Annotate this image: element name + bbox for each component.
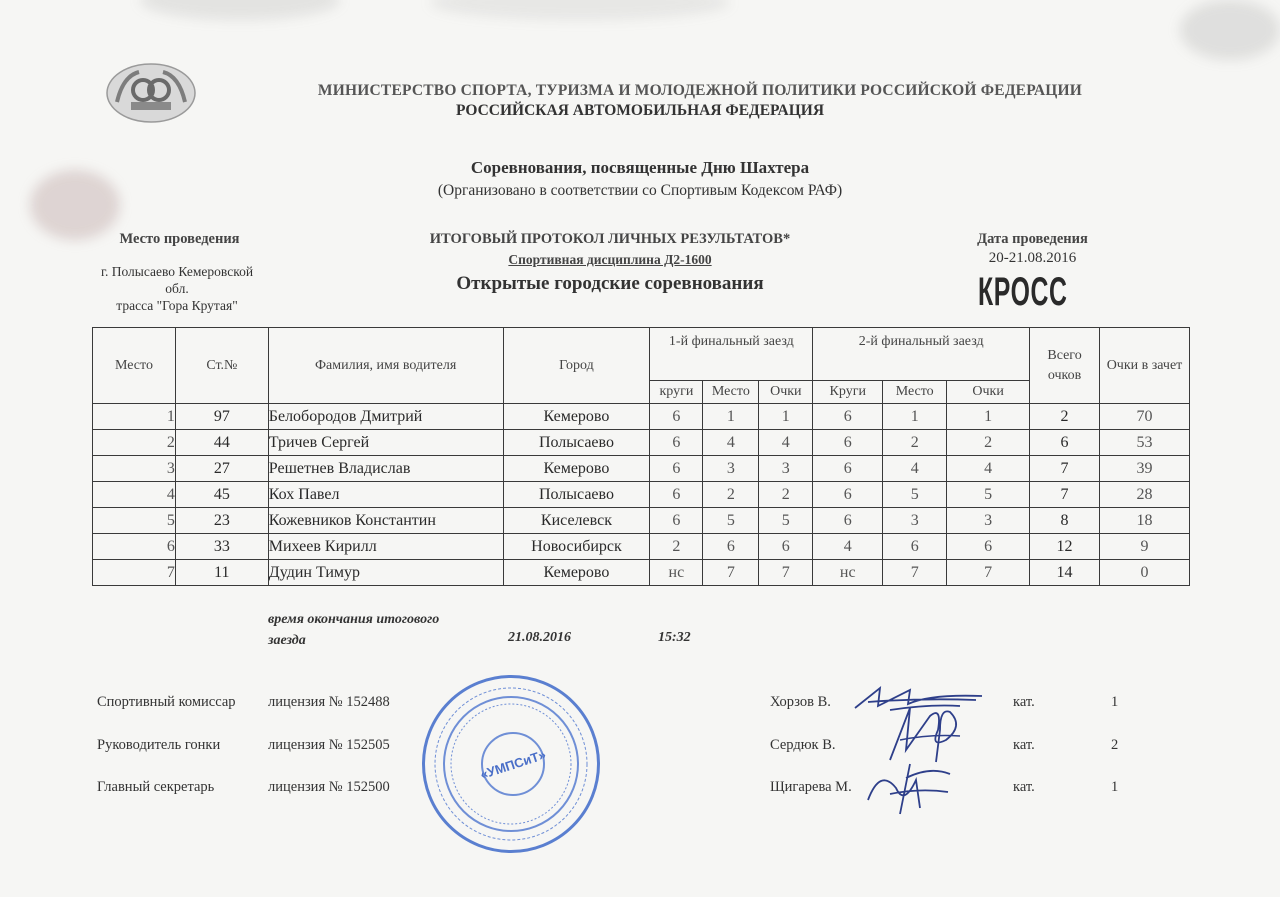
- finish-label: [268, 609, 439, 651]
- cell-credit: 9: [1100, 534, 1190, 560]
- cell-p2: 5: [883, 482, 947, 508]
- table-row: [93, 508, 1190, 534]
- cell-o2: 6: [947, 534, 1030, 560]
- cell-l2: 6: [813, 456, 883, 482]
- cell-o2: 4: [947, 456, 1030, 482]
- col-credit: Очки в зачет: [1100, 328, 1190, 404]
- cell-o1: 6: [759, 534, 813, 560]
- cell-l2: 4: [813, 534, 883, 560]
- cell-o1: 5: [759, 508, 813, 534]
- col-start-no: Ст.№: [175, 328, 268, 404]
- cell-start: 33: [175, 534, 268, 560]
- cell-o2: 1: [947, 404, 1030, 430]
- cell-name: Тричев Сергей: [268, 430, 503, 456]
- cell-city: Полысаево: [503, 482, 650, 508]
- cell-city: Новосибирск: [503, 534, 650, 560]
- organized-note: (Организовано в соответствии со Спортивым Кодексом РАФ): [437, 182, 843, 199]
- venue-line3: трасса "Гора Крутая": [116, 298, 238, 313]
- cell-o2: 3: [947, 508, 1030, 534]
- table-row: [93, 482, 1190, 508]
- cell-o1: 1: [759, 404, 813, 430]
- cell-place: 2: [93, 430, 176, 456]
- cell-city: Киселевск: [503, 508, 650, 534]
- discipline-label: Спортивная дисциплина Д2-1600: [508, 252, 712, 267]
- venue-line1: г. Полысаево Кемеровской: [100, 264, 254, 279]
- cell-start: 23: [175, 508, 268, 534]
- table-row: [93, 560, 1190, 586]
- cell-o2: 2: [947, 430, 1030, 456]
- cell-place: 5: [93, 508, 176, 534]
- cell-l1: 6: [650, 508, 703, 534]
- col-points2: Очки: [947, 381, 1030, 404]
- finish-date: 21.08.2016: [508, 630, 571, 645]
- handwritten-kross: КРОСС: [978, 270, 1068, 314]
- official-name: Щигарева М.: [770, 779, 852, 795]
- cell-p1: 4: [703, 430, 759, 456]
- cell-start: 97: [175, 404, 268, 430]
- finish-label-line1: время окончания итогового: [268, 612, 440, 627]
- cell-o1: 4: [759, 430, 813, 456]
- cell-credit: 0: [1100, 560, 1190, 586]
- official-role: Главный секретарь: [97, 779, 215, 795]
- cell-l2: 6: [813, 404, 883, 430]
- cell-l1: 6: [650, 456, 703, 482]
- cell-credit: 53: [1100, 430, 1190, 456]
- cell-place: 3: [93, 456, 176, 482]
- cell-total: 7: [1030, 456, 1100, 482]
- cell-name: Решетнев Владислав: [268, 456, 503, 482]
- scan-smudge: [30, 170, 120, 240]
- cell-credit: 28: [1100, 482, 1190, 508]
- results-body: [93, 404, 1190, 586]
- cell-credit: 18: [1100, 508, 1190, 534]
- cell-total: 2: [1030, 404, 1100, 430]
- signature-shchigareva-icon: [860, 758, 960, 818]
- official-license: лицензия № 152488: [268, 694, 390, 710]
- cell-o1: 7: [759, 560, 813, 586]
- cell-start: 11: [175, 560, 268, 586]
- official-cat-label: кат.: [1013, 737, 1035, 753]
- results-table: [92, 327, 1190, 586]
- cell-name: Кожевников Константин: [268, 508, 503, 534]
- cell-p2: 2: [883, 430, 947, 456]
- cell-name: Белобородов Дмитрий: [268, 404, 503, 430]
- col-city: Город: [503, 328, 650, 404]
- official-stamp: [422, 675, 600, 853]
- col-laps1: круги: [650, 381, 703, 404]
- official-cat-label: кат.: [1013, 694, 1035, 710]
- cell-p1: 6: [703, 534, 759, 560]
- col-laps2: Круги: [813, 381, 883, 404]
- cell-place: 4: [93, 482, 176, 508]
- venue-label: Место проведения: [119, 231, 240, 247]
- cell-p1: 1: [703, 404, 759, 430]
- cell-l2: нс: [813, 560, 883, 586]
- cell-city: Полысаево: [503, 430, 650, 456]
- official-role: Спортивный комиссар: [97, 694, 236, 710]
- cell-place: 6: [93, 534, 176, 560]
- date-label: Дата проведения: [977, 231, 1088, 247]
- cell-l1: 6: [650, 430, 703, 456]
- ministry-header: МИНИСТЕРСТВО СПОРТА, ТУРИЗМА И МОЛОДЕЖНОЙ ПОЛИТИКИ РОССИЙСКОЙ ФЕДЕРАЦИИ: [317, 82, 1083, 99]
- date-value: 20-21.08.2016: [988, 250, 1077, 266]
- official-name: Сердюк В.: [770, 737, 836, 753]
- cell-p2: 4: [883, 456, 947, 482]
- cell-p1: 3: [703, 456, 759, 482]
- cell-o1: 3: [759, 456, 813, 482]
- official-cat: 1: [1111, 779, 1119, 795]
- col-final1: 1-й финальный заезд: [650, 328, 813, 381]
- raf-logo-icon: [105, 62, 197, 124]
- cell-total: 14: [1030, 560, 1100, 586]
- cell-o2: 5: [947, 482, 1030, 508]
- cell-name: Михеев Кирилл: [268, 534, 503, 560]
- official-role: Руководитель гонки: [97, 737, 221, 753]
- cell-name: Дудин Тимур: [268, 560, 503, 586]
- cell-total: 12: [1030, 534, 1100, 560]
- official-name: Хорзов В.: [770, 694, 831, 710]
- cell-l2: 6: [813, 482, 883, 508]
- protocol-title: ИТОГОВЫЙ ПРОТОКОЛ ЛИЧНЫХ РЕЗУЛЬТАТОВ*: [429, 231, 791, 247]
- official-cat: 1: [1111, 694, 1119, 710]
- cell-city: Кемерово: [503, 560, 650, 586]
- cell-start: 45: [175, 482, 268, 508]
- federation-header: РОССИЙСКАЯ АВТОМОБИЛЬНАЯ ФЕДЕРАЦИЯ: [455, 102, 825, 119]
- cell-l1: 6: [650, 482, 703, 508]
- cell-l1: нс: [650, 560, 703, 586]
- table-row: [93, 430, 1190, 456]
- cell-p2: 3: [883, 508, 947, 534]
- table-row: [93, 404, 1190, 430]
- cell-o1: 2: [759, 482, 813, 508]
- cell-p2: 6: [883, 534, 947, 560]
- scan-smudge: [1180, 0, 1280, 60]
- col-points1: Очки: [759, 381, 813, 404]
- col-place1: Место: [703, 381, 759, 404]
- cell-place: 1: [93, 404, 176, 430]
- cell-start: 44: [175, 430, 268, 456]
- cell-credit: 70: [1100, 404, 1190, 430]
- event-name: Открытые городские соревнования: [456, 273, 764, 294]
- cell-p1: 7: [703, 560, 759, 586]
- cell-total: 7: [1030, 482, 1100, 508]
- scan-smudge: [430, 0, 730, 20]
- col-final2: 2-й финальный заезд: [813, 328, 1030, 381]
- finish-time: 15:32: [658, 630, 691, 645]
- cell-p1: 2: [703, 482, 759, 508]
- cell-name: Кох Павел: [268, 482, 503, 508]
- col-driver: Фамилия, имя водителя: [268, 328, 503, 404]
- col-place: Место: [93, 328, 176, 404]
- cell-total: 6: [1030, 430, 1100, 456]
- stamp-core: [478, 732, 548, 796]
- scan-smudge: [140, 0, 340, 20]
- stamp-inner-ring: [443, 696, 579, 832]
- official-license: лицензия № 152500: [268, 779, 390, 795]
- table-row: [93, 534, 1190, 560]
- cell-place: 7: [93, 560, 176, 586]
- cell-p2: 7: [883, 560, 947, 586]
- cell-l1: 6: [650, 404, 703, 430]
- cell-p2: 1: [883, 404, 947, 430]
- col-total: Всего очков: [1030, 328, 1100, 404]
- cell-l1: 2: [650, 534, 703, 560]
- finish-label-line2: заезда: [268, 633, 306, 648]
- cell-p1: 5: [703, 508, 759, 534]
- table-row: [93, 456, 1190, 482]
- cell-start: 27: [175, 456, 268, 482]
- venue-line2: обл.: [165, 281, 189, 296]
- official-cat: 2: [1111, 737, 1119, 753]
- cell-o2: 7: [947, 560, 1030, 586]
- venue-address: [82, 263, 272, 314]
- stamp-center-text: «УМПСиТ»: [478, 746, 548, 782]
- official-license: лицензия № 152505: [268, 737, 390, 753]
- competition-title: Соревнования, посвященные Дню Шахтера: [470, 158, 810, 177]
- cell-city: Кемерово: [503, 456, 650, 482]
- cell-credit: 39: [1100, 456, 1190, 482]
- cell-total: 8: [1030, 508, 1100, 534]
- cell-l2: 6: [813, 430, 883, 456]
- official-cat-label: кат.: [1013, 779, 1035, 795]
- cell-l2: 6: [813, 508, 883, 534]
- cell-city: Кемерово: [503, 404, 650, 430]
- col-place2: Место: [883, 381, 947, 404]
